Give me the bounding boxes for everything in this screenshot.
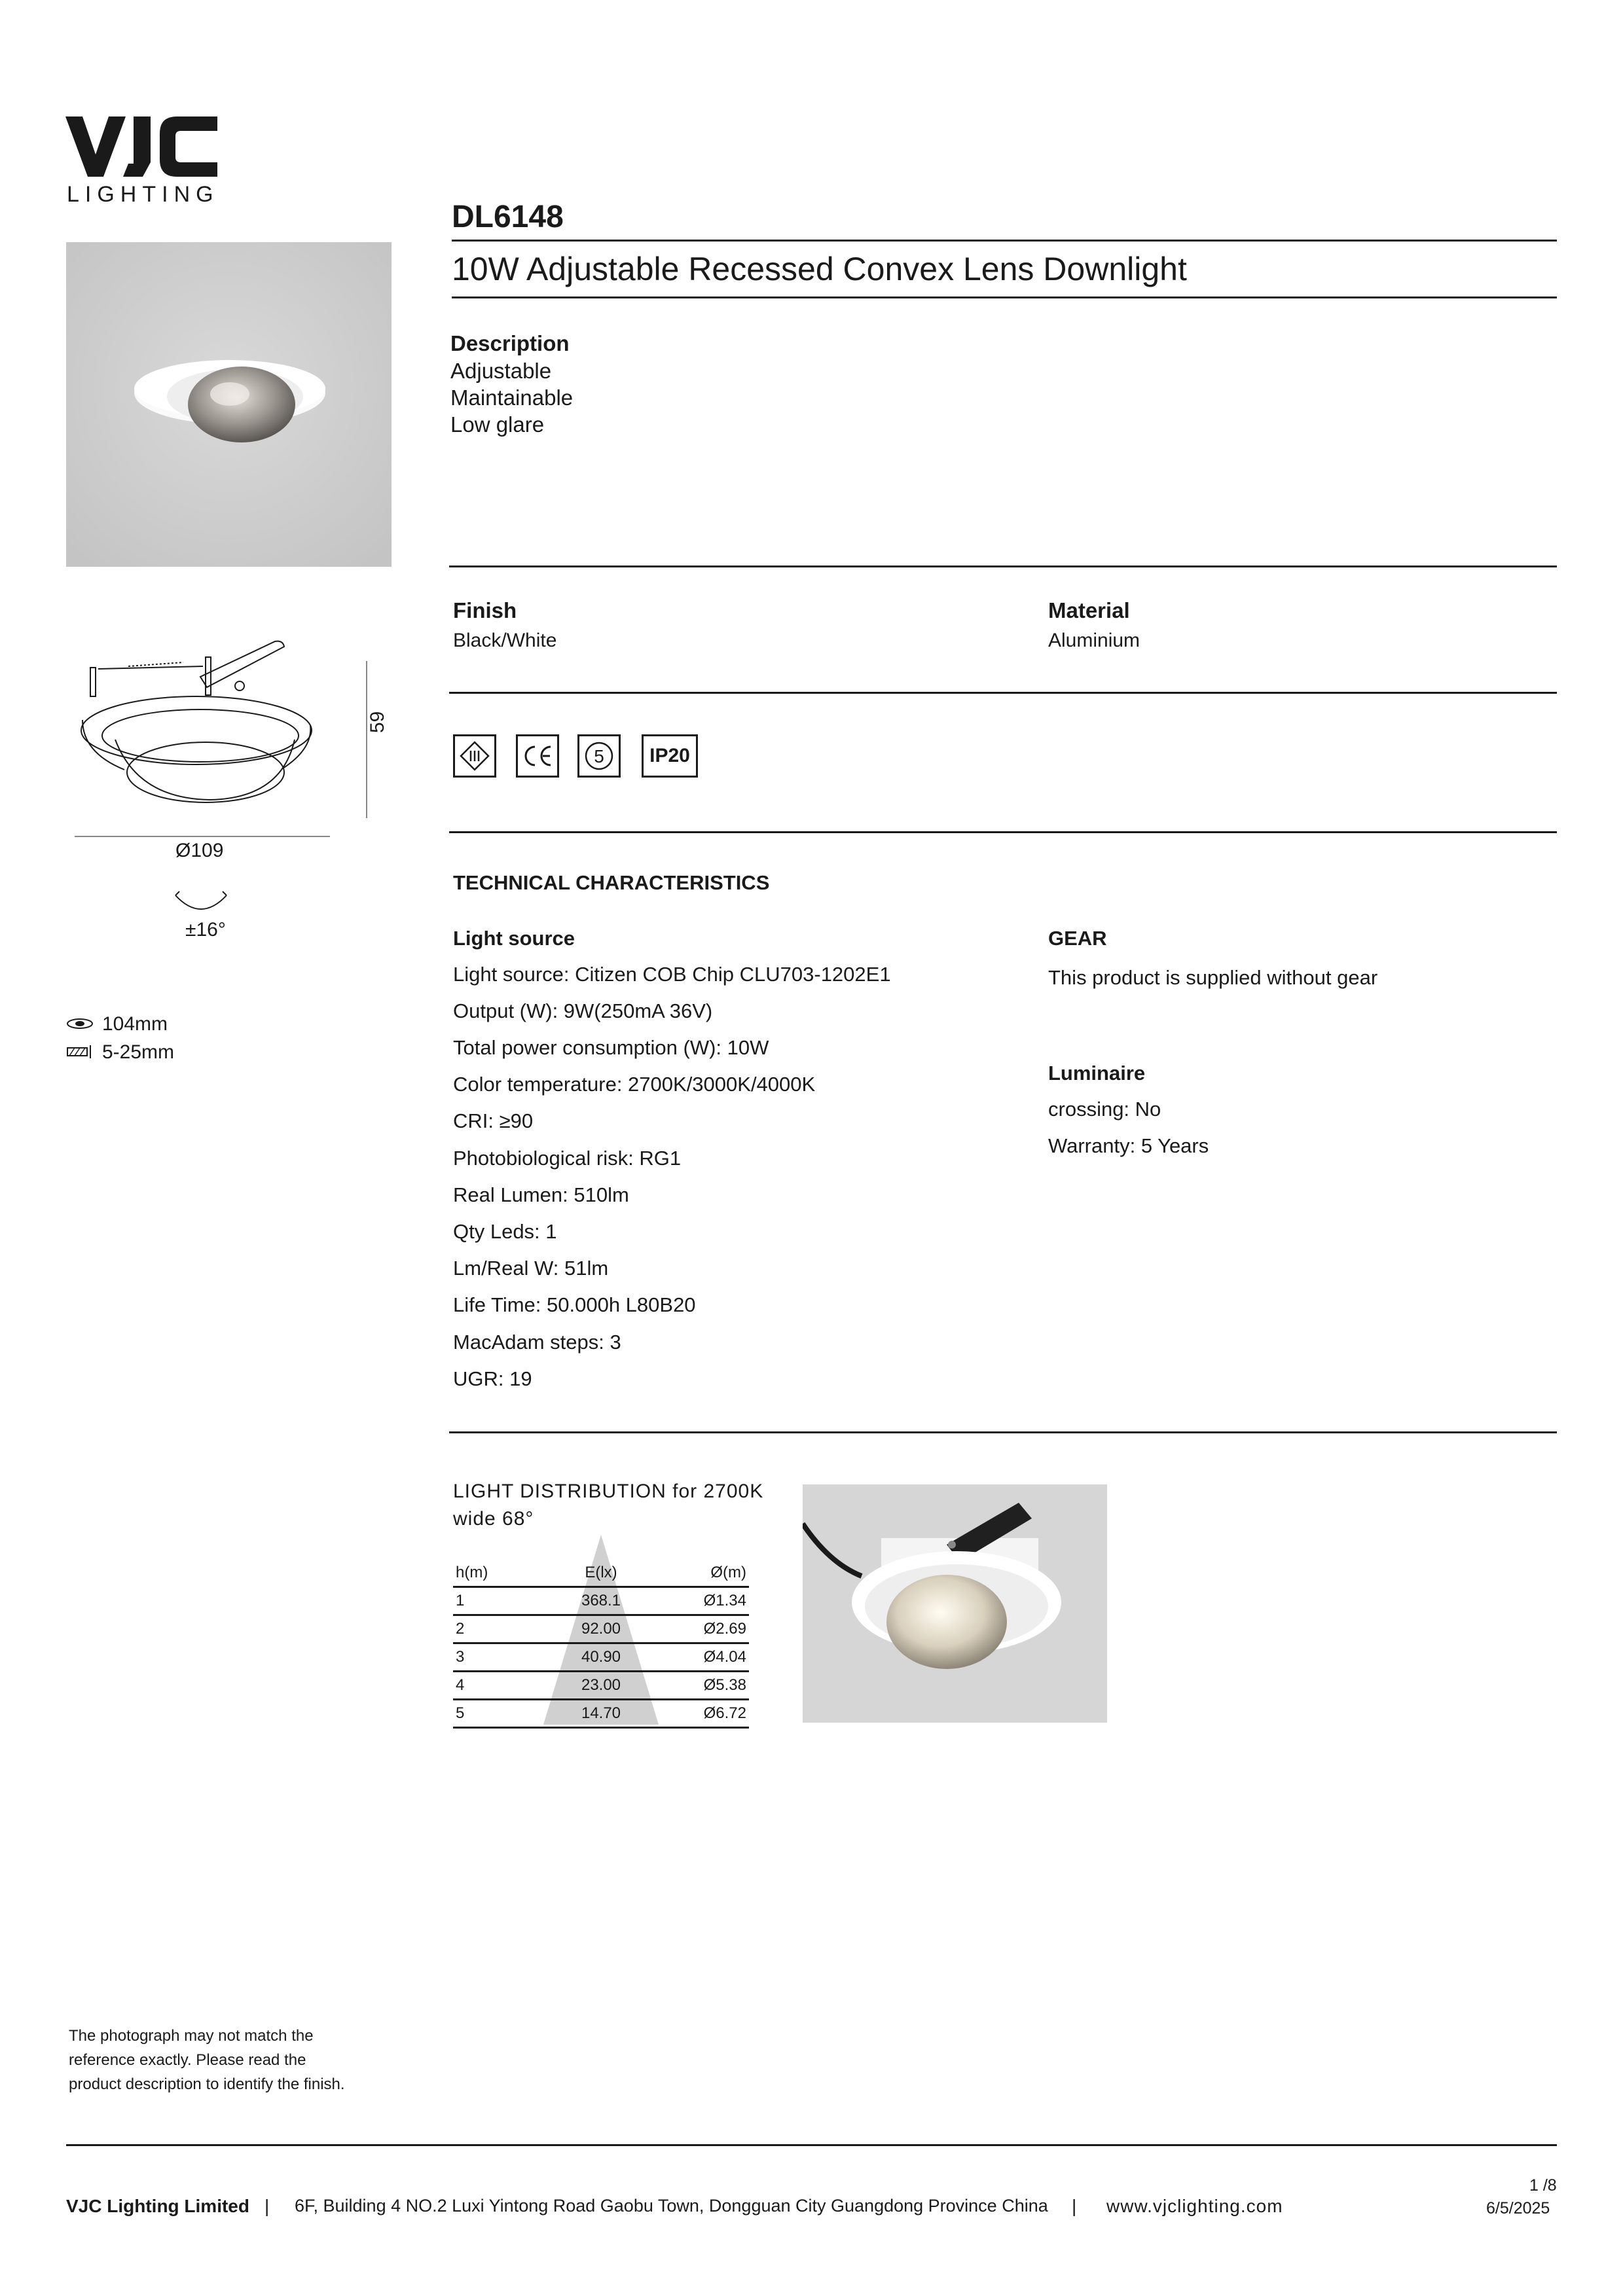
cutout-label: 104mm: [102, 1013, 168, 1035]
description-divider: [449, 565, 1557, 567]
table-cell: 14.70: [543, 1700, 659, 1728]
ceiling-thickness-icon: [65, 1043, 94, 1064]
tilt-arc-icon: [172, 890, 230, 920]
description-item: Low glare: [450, 412, 545, 437]
table-row: [453, 1672, 749, 1700]
footer-address: 6F, Building 4 NO.2 Luxi Yintong Road Gaobu Town, Dongguan City Guangdong Province China: [295, 2196, 1048, 2215]
table-cell: Ø6.72: [659, 1700, 749, 1728]
spec-line: Qty Leds: 1: [453, 1220, 557, 1243]
cutout-icon: [65, 1014, 94, 1036]
description-item: Maintainable: [450, 386, 574, 410]
spec-line: Total power consumption (W): 10W: [453, 1036, 769, 1059]
table-header-row: [453, 1560, 749, 1587]
disclaimer-line: product description to identify the finish.: [69, 2075, 345, 2093]
footer-website[interactable]: www.vjclighting.com: [1106, 2196, 1283, 2216]
brand-logo: [65, 117, 217, 180]
table-cell: 92.00: [543, 1615, 659, 1643]
warranty-number: 5: [594, 746, 604, 766]
table-header: E(lx): [543, 1560, 659, 1587]
table-header: h(m): [453, 1560, 543, 1587]
table-cell: Ø4.04: [659, 1643, 749, 1672]
table-cell: 3: [453, 1643, 543, 1672]
spec-line: UGR: 19: [453, 1367, 532, 1390]
table-cell: 23.00: [543, 1672, 659, 1700]
spec-line: CRI: ≥90: [453, 1109, 534, 1132]
table-cell: 40.90: [543, 1643, 659, 1672]
footer-separator: |: [1072, 2196, 1077, 2216]
light-distribution-subtitle: wide 68°: [453, 1508, 534, 1530]
table-cell: Ø5.38: [659, 1672, 749, 1700]
five-year-warranty-icon: [577, 734, 621, 778]
tilt-label: ±16°: [185, 919, 226, 941]
ip-rating-badge: IP20: [642, 734, 698, 778]
technical-drawing: [65, 628, 406, 848]
page-number: 1 /8: [1529, 2176, 1557, 2195]
light-source-heading: Light source: [453, 927, 575, 950]
gear-text: This product is supplied without gear: [1048, 966, 1378, 989]
table-row: [453, 1700, 749, 1728]
finish-divider: [449, 692, 1557, 694]
class-iii-icon: [453, 734, 496, 778]
photo-disclaimer: [69, 2024, 345, 2096]
table-cell: 4: [453, 1672, 543, 1700]
table-cell: 5: [453, 1700, 543, 1728]
disclaimer-line: The photograph may not match the: [69, 2027, 314, 2045]
table-row: [453, 1587, 749, 1615]
table-cell: Ø1.34: [659, 1587, 749, 1615]
brand-subtitle: LIGHTING: [67, 182, 219, 207]
spec-line: Life Time: 50.000h L80B20: [453, 1293, 696, 1316]
spec-line: Photobiological risk: RG1: [453, 1147, 682, 1170]
title-divider: [452, 296, 1557, 298]
spec-line: Output (W): 9W(250mA 36V): [453, 999, 713, 1022]
luminaire-line: crossing: No: [1048, 1098, 1161, 1121]
finish-value: Black/White: [453, 630, 557, 651]
gear-heading: GEAR: [1048, 927, 1107, 950]
footer-company: VJC Lighting Limited: [66, 2196, 249, 2216]
footer-separator: |: [264, 2196, 270, 2216]
table-row: [453, 1643, 749, 1672]
material-value: Aluminium: [1048, 630, 1140, 651]
description-item: Adjustable: [450, 359, 552, 383]
drawing-height-label: 59: [367, 711, 388, 733]
material-heading: Material: [1048, 598, 1130, 622]
disclaimer-line: reference exactly. Please read the: [69, 2051, 306, 2069]
cert-divider: [449, 831, 1557, 833]
product-title: 10W Adjustable Recessed Convex Lens Downlight: [452, 251, 1187, 287]
table-header: Ø(m): [659, 1560, 749, 1587]
installed-product-photo: [803, 1484, 1107, 1723]
technical-divider: [449, 1431, 1557, 1433]
technical-heading: TECHNICAL CHARACTERISTICS: [453, 871, 770, 894]
finish-heading: Finish: [453, 598, 517, 622]
spec-line: Real Lumen: 510lm: [453, 1183, 629, 1206]
ce-mark-icon: [516, 734, 559, 778]
spec-line: Light source: Citizen COB Chip CLU703-1202E1: [453, 963, 891, 986]
table-cell: 2: [453, 1615, 543, 1643]
document-date: 6/5/2025: [1486, 2199, 1550, 2217]
light-distribution-table: [453, 1560, 749, 1729]
drawing-diameter-label: Ø109: [175, 840, 224, 861]
product-model: DL6148: [452, 200, 564, 234]
table-cell: 368.1: [543, 1587, 659, 1615]
table-row: [453, 1615, 749, 1643]
table-cell: 1: [453, 1587, 543, 1615]
ceiling-thickness-label: 5-25mm: [102, 1041, 175, 1063]
description-heading: Description: [450, 331, 570, 355]
spec-line: Lm/Real W: 51lm: [453, 1257, 609, 1280]
footer-divider: [66, 2144, 1557, 2146]
product-photo: [66, 242, 392, 567]
light-distribution-title: LIGHT DISTRIBUTION for 2700K: [453, 1480, 764, 1502]
luminaire-heading: Luminaire: [1048, 1062, 1146, 1085]
spec-line: MacAdam steps: 3: [453, 1331, 621, 1354]
header-divider: [452, 240, 1557, 242]
table-cell: Ø2.69: [659, 1615, 749, 1643]
luminaire-line: Warranty: 5 Years: [1048, 1134, 1209, 1157]
spec-line: Color temperature: 2700K/3000K/4000K: [453, 1073, 816, 1096]
